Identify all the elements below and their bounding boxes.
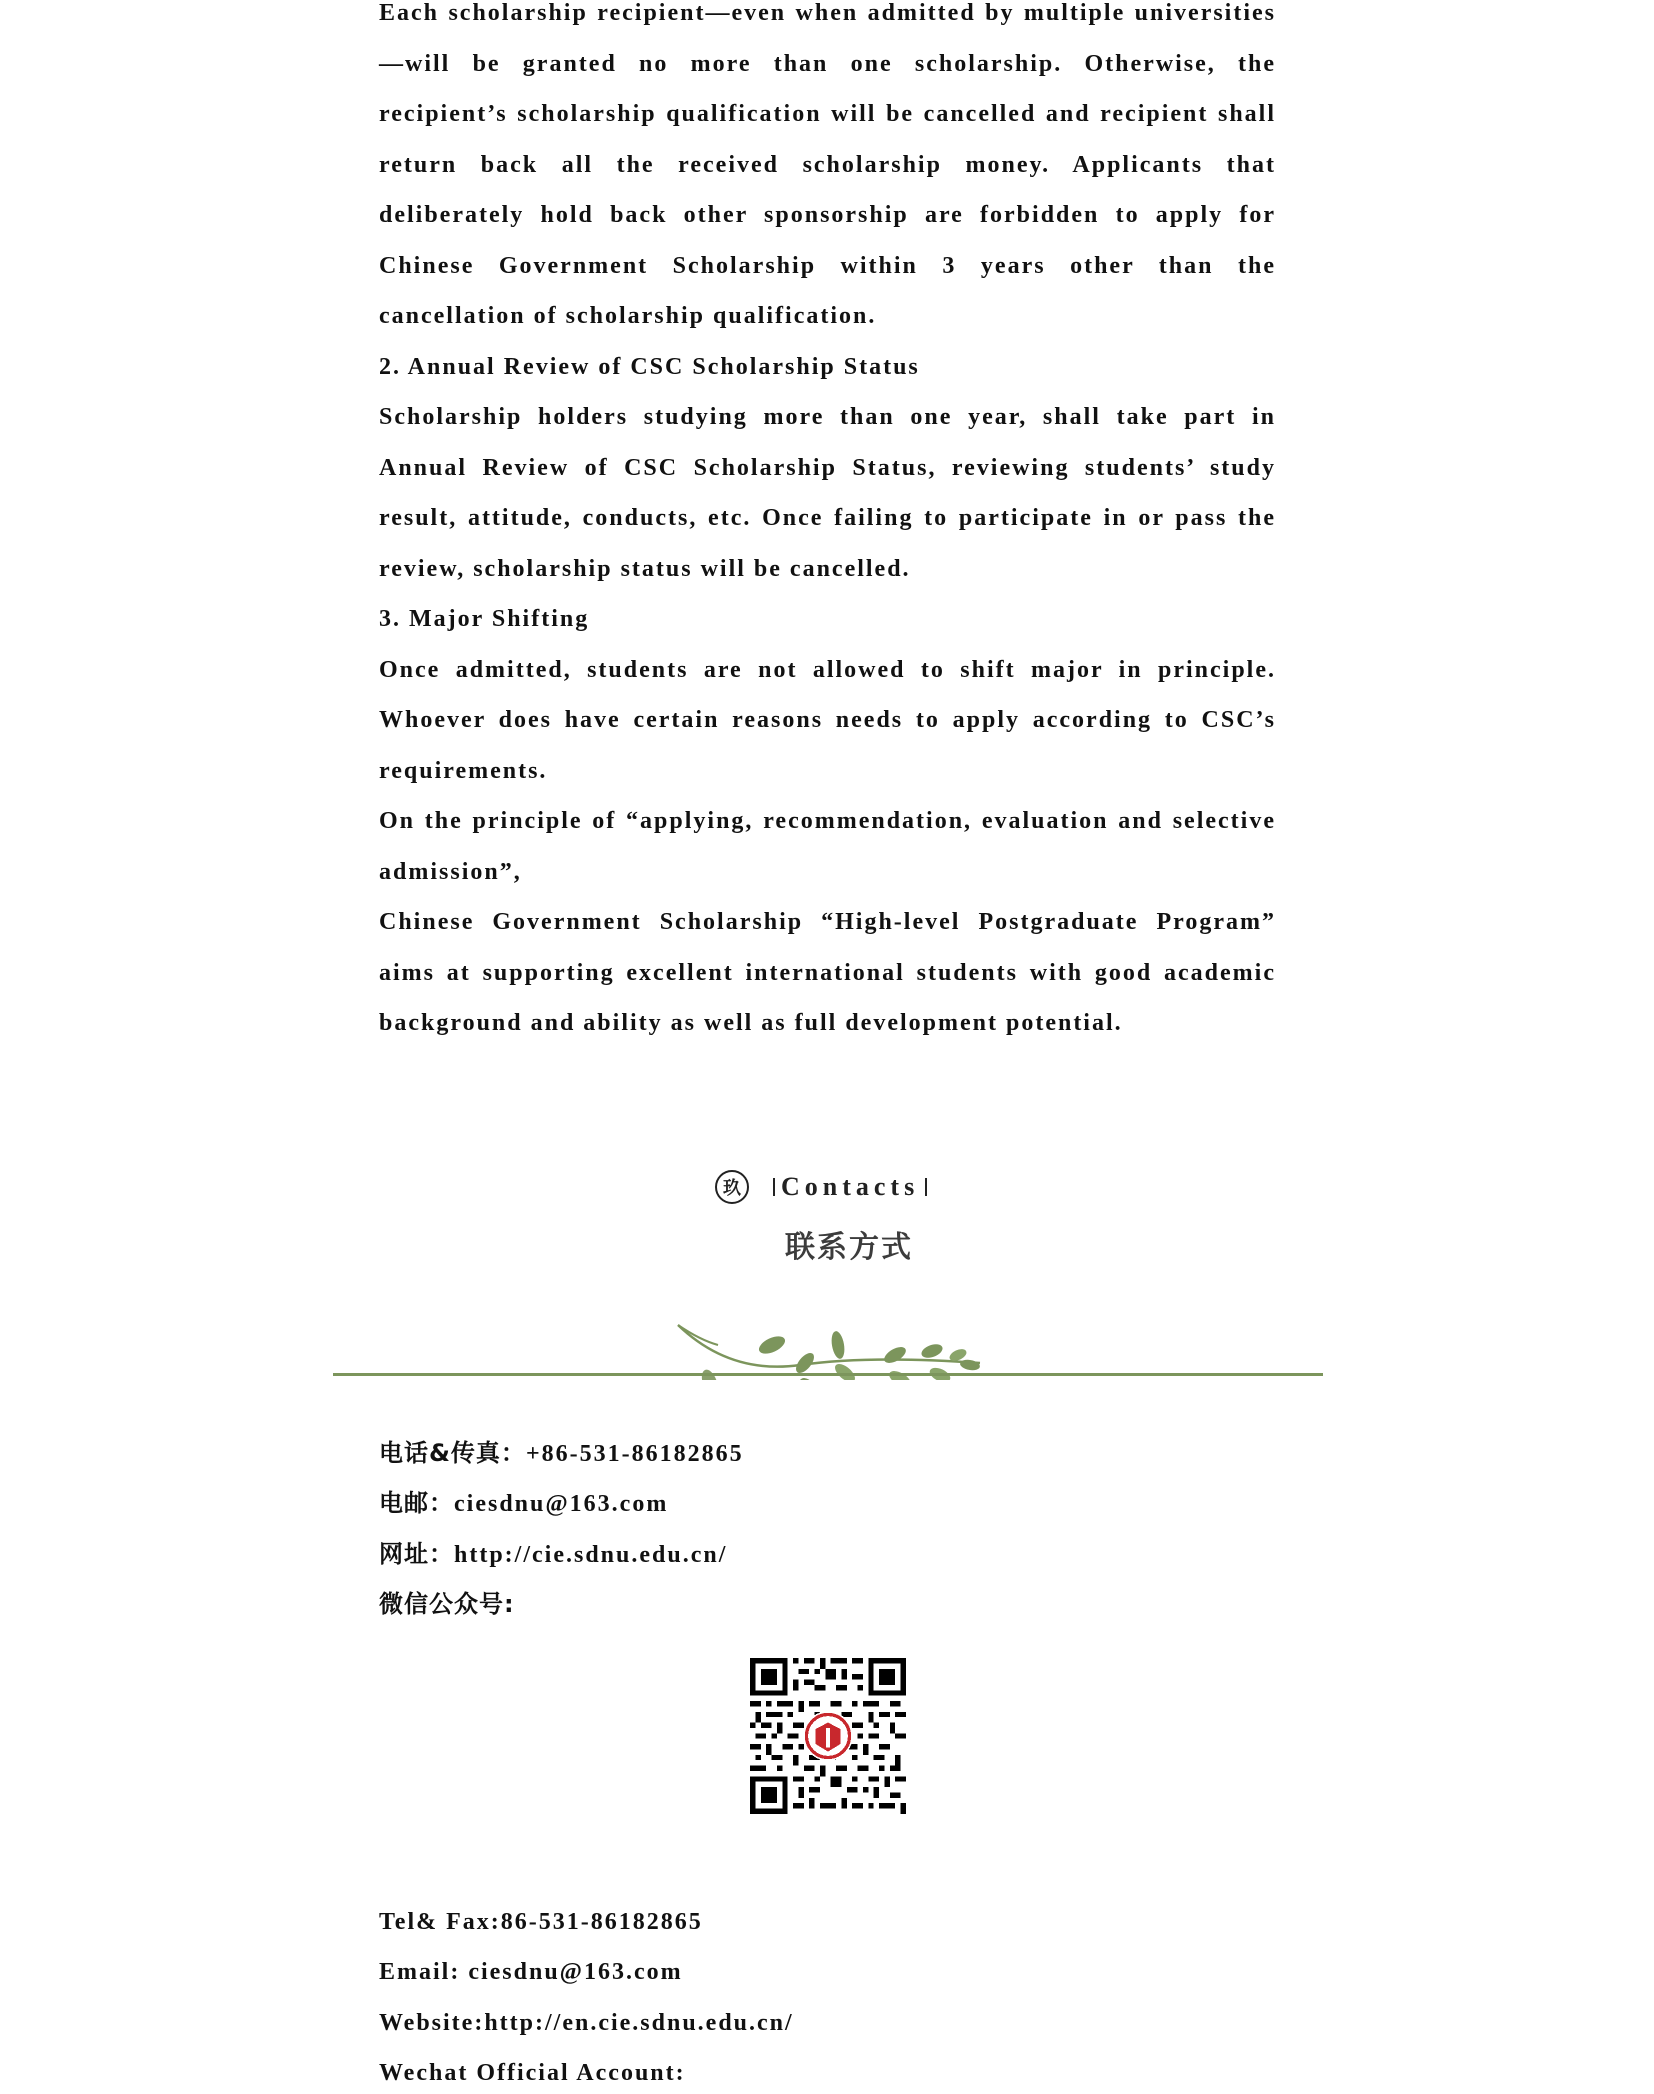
paragraph-scholarship-limit: Each scholarship recipient—even when admitted by multiple universities—will be granted no more than one scholarship. Otherwise, the recipient’s scholarship qualification will be cancelled and recipient shall return back all the received scholarship money. Applicants that deliberately hold back other sponsorship are forbidden to apply for Chinese Government Scholarship within 3 years other than the cancellation of scholarship qualification. — [379, 0, 1276, 329]
contact-email-en[interactable]: Email: ciesdnu@163.com — [379, 1959, 683, 1985]
contacts-title-row — [715, 1170, 933, 1204]
paragraph-major-shifting: Once admitted, students are not allowed to shift major in principle. Whoever does have certain reasons needs to apply according to CSC’s requirements. — [379, 656, 1276, 784]
web-link-cn[interactable]: http://cie.sdnu.edu.cn/ — [454, 1542, 728, 1568]
title-bar-right — [925, 1178, 927, 1196]
contact-wechat-en: Wechat Official Account: — [379, 2060, 686, 2086]
contact-email-cn — [379, 1487, 668, 1520]
contacts-section-header — [0, 1160, 1654, 1380]
leaf-branch-icon — [670, 1245, 990, 1380]
paragraph-annual-review: Scholarship holders studying more than one year, shall take part in Annual Review of CSC Scholarship Status, reviewing students’ study result, attitude, conducts, etc. Once failing to participate in or pass the review, scholarship status will be cancelled. — [379, 404, 1276, 582]
heading-annual-review: 2. Annual Review of CSC Scholarship Status — [379, 353, 920, 380]
contact-web-cn — [379, 1538, 727, 1571]
contact-wechat-cn — [379, 1588, 515, 1621]
contacts-title-en — [767, 1172, 933, 1202]
paragraph-program-aim: Chinese Government Scholarship “High-level Postgraduate Program” aims at supporting excellent international students with good academic background and ability as well as full development potential. — [379, 909, 1276, 1036]
email-value-cn[interactable]: ciesdnu@163.com — [454, 1491, 669, 1517]
contact-website-en[interactable]: Website:http://en.cie.sdnu.edu.cn/ — [379, 2010, 794, 2036]
section-number-badge: 玖 — [715, 1170, 749, 1204]
contact-tel-en: Tel& Fax:86-531-86182865 — [379, 1909, 703, 1935]
tel-label-cn: 电话&传真： — [379, 1439, 526, 1467]
contacts-title-cn: 联系方式 — [785, 1230, 913, 1265]
section-divider — [333, 1373, 1323, 1376]
qr-code-icon[interactable] — [750, 1658, 906, 1814]
web-label-cn: 网址： — [379, 1540, 454, 1568]
contact-tel-cn — [379, 1437, 744, 1470]
contacts-title-en-text: Contacts — [781, 1172, 920, 1201]
tel-value-cn: +86-531-86182865 — [525, 1441, 744, 1467]
main-content — [379, 0, 1276, 1049]
heading-major-shifting: 3. Major Shifting — [379, 606, 590, 632]
paragraph-principle: On the principle of “applying, recommendation, evaluation and selective admission”, — [379, 808, 1276, 885]
wechat-label-cn: 微信公众号: — [379, 1590, 515, 1618]
title-bar-left — [773, 1178, 775, 1196]
email-label-cn: 电邮： — [379, 1489, 454, 1517]
